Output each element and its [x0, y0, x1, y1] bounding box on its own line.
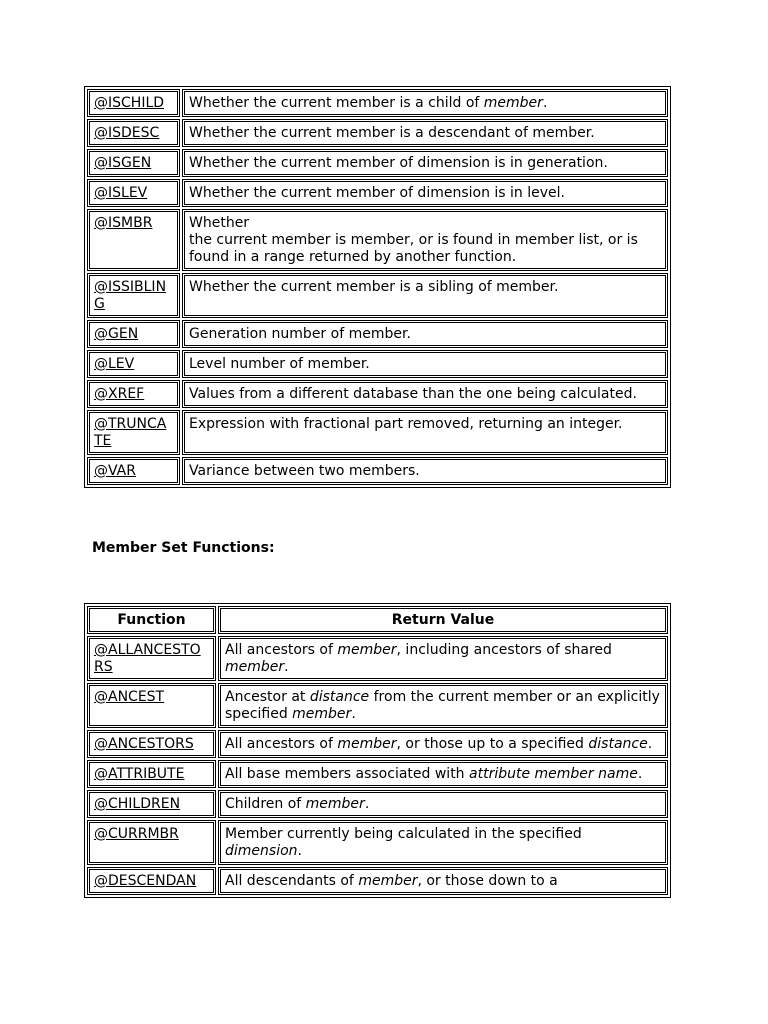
description-text: Whether the current member of dimension is in level. [189, 185, 565, 201]
function-description [218, 820, 668, 865]
description-text: . [297, 843, 302, 859]
function-link[interactable]: @XREF [94, 386, 145, 402]
function-name-cell [87, 790, 216, 818]
table-row [87, 380, 668, 408]
function-description [182, 273, 668, 318]
function-link[interactable]: @ANCEST [94, 689, 165, 705]
description-text: Children of [225, 796, 306, 812]
description-text: . [647, 736, 653, 752]
function-link[interactable]: @DESCENDAN [94, 873, 197, 889]
function-name-cell [87, 410, 180, 455]
description-emphasis: attribute member name [469, 766, 638, 782]
table-row [87, 350, 668, 378]
header-row [87, 606, 668, 634]
function-name-cell [87, 636, 216, 681]
table-row [87, 179, 668, 207]
function-description [218, 790, 668, 818]
function-table-2-header [87, 606, 668, 634]
description-text: the current member is member, or is found in member list, or is found in a range returned by another function. [189, 232, 638, 265]
function-description [182, 149, 668, 177]
function-link[interactable]: @VAR [94, 463, 136, 479]
description-text: . [351, 706, 356, 722]
description-text: Whether the current member is a sibling of member. [189, 279, 559, 295]
description-text: Whether the current member is a child of [189, 95, 484, 111]
section-heading: Member Set Functions: [92, 540, 275, 556]
table-row [87, 273, 668, 318]
function-table-1-body [87, 89, 668, 485]
description-text: Level number of member. [189, 356, 370, 372]
header-return-value: Return Value [218, 606, 668, 634]
description-text: . [637, 766, 643, 782]
description-emphasis: member [483, 95, 543, 111]
table-row [87, 89, 668, 117]
table-row [87, 209, 668, 271]
function-description [182, 350, 668, 378]
function-link[interactable]: @LEV [94, 356, 135, 372]
table-row [87, 149, 668, 177]
function-name-cell [87, 867, 216, 895]
description-text: Expression with fractional part removed, returning an integer. [189, 416, 623, 432]
description-emphasis: member [337, 642, 397, 658]
function-name-cell [87, 820, 216, 865]
description-text: All base members associated with [225, 766, 470, 782]
table-row [87, 410, 668, 455]
description-text: Values from a different database than the one being calculated. [189, 386, 637, 402]
description-text: Variance between two members. [189, 463, 420, 479]
description-text: . [364, 796, 370, 812]
function-name-cell [87, 89, 180, 117]
function-link[interactable]: @ISSIBLING [94, 279, 167, 312]
function-name-cell [87, 273, 180, 318]
function-name-cell [87, 209, 180, 271]
function-link[interactable]: @TRUNCATE [94, 416, 167, 449]
function-name-cell [87, 179, 180, 207]
description-emphasis: distance [588, 736, 648, 752]
description-text: from the current member or an explicitly specified [225, 689, 660, 722]
function-table-1 [84, 86, 671, 488]
function-link[interactable]: @ATTRIBUTE [94, 766, 185, 782]
table-row [87, 119, 668, 147]
description-text: , or those up to a specified [396, 736, 589, 752]
function-description [182, 89, 668, 117]
function-link[interactable]: @ISLEV [94, 185, 148, 201]
description-emphasis: member [305, 796, 365, 812]
function-link[interactable]: @CURRMBR [94, 826, 179, 842]
function-description [218, 867, 668, 895]
function-name-cell [87, 683, 216, 728]
function-link[interactable]: @ISMBR [94, 215, 153, 231]
table-row [87, 820, 668, 865]
header-function: Function [87, 606, 216, 634]
table-row [87, 683, 668, 728]
function-table-2-body [87, 636, 668, 895]
description-text: , including ancestors of shared [396, 642, 612, 658]
function-link[interactable]: @ISDESC [94, 125, 160, 141]
description-text: Member currently being calculated in the specified [225, 826, 582, 842]
table-row [87, 320, 668, 348]
function-link[interactable]: @ALLANCESTORS [94, 642, 201, 675]
description-text: All ancestors of [225, 642, 338, 658]
description-text: All ancestors of [225, 736, 338, 752]
function-description [182, 179, 668, 207]
function-description [182, 119, 668, 147]
function-description [182, 320, 668, 348]
function-name-cell [87, 380, 180, 408]
description-emphasis: dimension [225, 843, 298, 859]
function-name-cell [87, 730, 216, 758]
function-description [218, 636, 668, 681]
description-text: Generation number of member. [189, 326, 411, 342]
function-description [182, 380, 668, 408]
description-emphasis: member [337, 736, 397, 752]
table-row [87, 636, 668, 681]
function-link[interactable]: @GEN [94, 326, 139, 342]
description-emphasis: member [225, 659, 285, 675]
function-name-cell [87, 760, 216, 788]
function-description [182, 410, 668, 455]
description-text: Ancestor at [225, 689, 310, 705]
table-row [87, 867, 668, 895]
description-emphasis: member [292, 706, 352, 722]
function-description [218, 760, 668, 788]
function-name-cell [87, 119, 180, 147]
description-text: Whether the current member of dimension is in generation. [189, 155, 608, 171]
description-text: . [542, 95, 548, 111]
description-emphasis: member [358, 873, 418, 889]
function-name-cell [87, 149, 180, 177]
table-row [87, 730, 668, 758]
function-description [182, 209, 668, 271]
function-link[interactable]: @ISGEN [94, 155, 152, 171]
function-description [182, 457, 668, 485]
function-description [218, 683, 668, 728]
function-link[interactable]: @CHILDREN [94, 796, 181, 812]
function-link[interactable]: @ISCHILD [94, 95, 165, 111]
function-name-cell [87, 457, 180, 485]
function-link[interactable]: @ANCESTORS [94, 736, 194, 752]
description-text: Whether the current member is a descendant of member. [189, 125, 595, 141]
function-description [218, 730, 668, 758]
table-row [87, 457, 668, 485]
description-text: , or those down to a [417, 873, 558, 889]
description-text: . [284, 659, 289, 675]
function-name-cell [87, 350, 180, 378]
description-emphasis: distance [309, 689, 370, 705]
table-row [87, 760, 668, 788]
function-table-2 [84, 603, 671, 898]
table-row [87, 790, 668, 818]
description-text: Whether [189, 215, 250, 231]
description-text: All descendants of [225, 873, 359, 889]
function-name-cell [87, 320, 180, 348]
